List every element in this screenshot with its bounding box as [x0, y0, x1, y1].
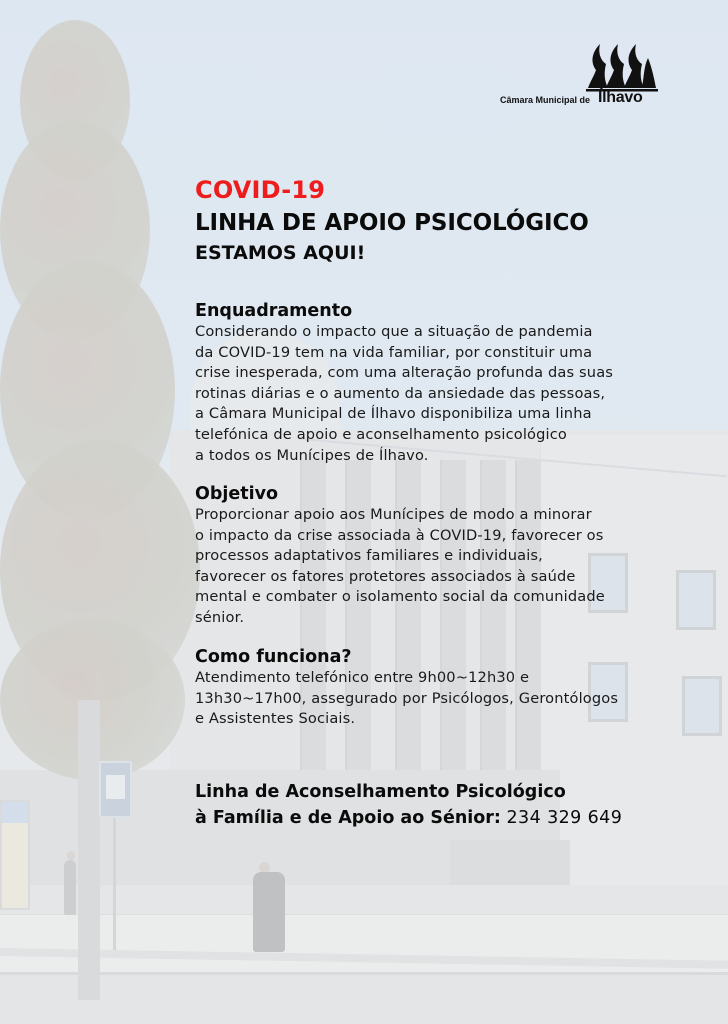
- contact-block: [195, 779, 622, 831]
- section-body: [195, 505, 605, 629]
- section-body: [195, 668, 618, 730]
- page-subtitle: ESTAMOS AQUI!: [195, 242, 366, 264]
- contact-line-2: [195, 805, 622, 831]
- body-line: sénior.: [195, 608, 245, 626]
- section-heading: Enquadramento: [195, 301, 353, 321]
- ship-sails-icon: [586, 42, 658, 92]
- phone-number[interactable]: 234 329 649: [506, 808, 623, 828]
- section-como-funciona: [195, 646, 618, 730]
- section-heading: Como funciona?: [195, 647, 352, 667]
- body-line: Considerando o impacto que a situação de pandemia: [195, 323, 593, 340]
- logo-caption: Câmara Municipal de: [500, 95, 591, 105]
- body-line: rotinas diárias e o aumento da ansiedade das pessoas,: [195, 384, 606, 402]
- section-objetivo: [195, 483, 605, 629]
- body-line: favorecer os fatores protetores associados à saúde: [195, 567, 576, 585]
- body-line: 13h30~17h00, assegurado por Psicólogos, Gerontólogos: [195, 689, 619, 707]
- flyer-content: [195, 176, 695, 828]
- covid-label: COVID-19: [195, 176, 326, 204]
- body-line: Proporcionar apoio aos Munícipes de modo a minorar: [195, 506, 592, 523]
- section-heading: Objetivo: [195, 484, 279, 504]
- contact-line-1: Linha de Aconselhamento Psicológico: [195, 782, 566, 802]
- body-line: a todos os Munícipes de Ílhavo.: [195, 446, 429, 464]
- section-body: [195, 322, 613, 466]
- logo-name: Ílhavo: [598, 89, 643, 106]
- body-line: mental e combater o isolamento social da comunidade: [195, 588, 605, 606]
- body-line: telefónica de apoio e aconselhamento psicológico: [195, 425, 568, 443]
- page-title: LINHA DE APOIO PSICOLÓGICO: [195, 210, 589, 236]
- body-line: da COVID-19 tem na vida familiar, por constituir uma: [195, 343, 593, 361]
- municipality-logo: [498, 42, 660, 112]
- body-line: crise inesperada, com uma alteração profunda das suas: [195, 364, 614, 382]
- body-line: o impacto da crise associada à COVID-19, favorecer os: [195, 526, 604, 544]
- body-line: a Câmara Municipal de Ílhavo disponibiliza uma linha: [195, 405, 592, 423]
- contact-label: à Família e de Apoio ao Sénior:: [195, 808, 501, 828]
- body-line: e Assistentes Sociais.: [195, 710, 356, 728]
- section-enquadramento: [195, 300, 613, 466]
- body-line: Atendimento telefónico entre 9h00~12h30 e: [195, 669, 530, 686]
- body-line: processos adaptativos familiares e individuais,: [195, 547, 543, 565]
